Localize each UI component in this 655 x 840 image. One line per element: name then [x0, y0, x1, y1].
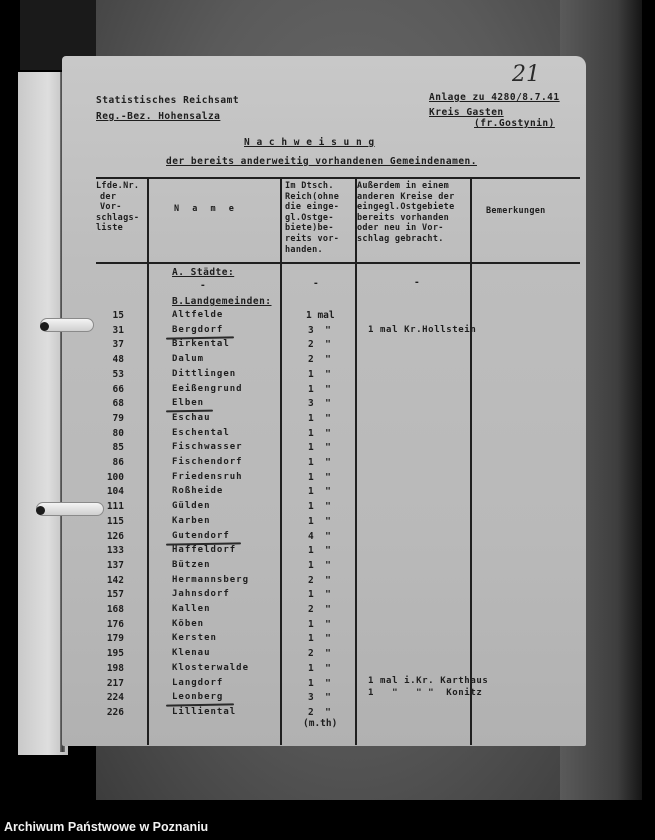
- reference-line-1: Anlage zu 4280/8.7.41: [429, 92, 560, 103]
- reich-count: 1 ": [308, 515, 331, 527]
- reich-count: 1 ": [308, 471, 331, 483]
- column-header-nr: [96, 181, 139, 234]
- archive-label: Archiwum Państwowe w Poznaniu: [4, 820, 209, 834]
- header-line: biete)be-: [285, 223, 334, 234]
- row-number: 48: [112, 354, 124, 366]
- column-header-remarks: Bemerkungen: [486, 206, 546, 216]
- reich-count: 3 ": [308, 324, 331, 336]
- row-number: 179: [106, 633, 124, 645]
- header-line: gl.Ostge-: [285, 212, 334, 223]
- row-number: 66: [112, 383, 124, 395]
- place-name: Lilliental: [172, 706, 237, 717]
- row-number: 176: [106, 618, 124, 630]
- place-name: Friedensruh: [172, 471, 243, 482]
- row-number: 80: [112, 427, 124, 439]
- header-line: schlags-: [96, 212, 140, 223]
- place-name: Dittlingen: [172, 368, 237, 379]
- reich-count: 1 ": [308, 486, 331, 498]
- reich-count: 1 mal: [306, 310, 335, 321]
- place-name: Eeißengrund: [172, 383, 243, 394]
- place-name: Köben: [172, 618, 205, 629]
- place-name: Kallen: [172, 604, 211, 614]
- row-number: 195: [106, 648, 124, 660]
- reference-line-2: Kreis Gasten: [429, 107, 504, 118]
- row-number: 157: [106, 589, 124, 601]
- header-line: handen.: [285, 244, 323, 255]
- reich-count: 1 ": [308, 368, 331, 380]
- place-name: Fischendorf: [172, 457, 243, 467]
- row-number: 198: [106, 662, 124, 674]
- reich-count: 2 ": [308, 648, 331, 660]
- row-number: 142: [106, 574, 124, 586]
- place-name: Eschau: [172, 412, 211, 423]
- place-name: Klenau: [172, 648, 211, 659]
- table-top-border: [96, 177, 580, 179]
- reich-count: 3 ": [308, 398, 331, 410]
- header-line: reits vor-: [285, 233, 340, 244]
- row-number: 104: [106, 486, 124, 498]
- row-number: 168: [106, 604, 124, 615]
- header-line: der: [100, 191, 117, 202]
- row-number: 224: [106, 692, 124, 704]
- section-a-label: A. Städte:: [172, 267, 235, 278]
- reich-count: 2 ": [308, 339, 331, 351]
- reich-count: 1 ": [308, 559, 331, 571]
- reich-count: 1 ": [308, 677, 331, 689]
- column-header-other-district: [357, 181, 455, 245]
- reich-count: 2 ": [308, 604, 331, 615]
- place-name: Kersten: [172, 633, 217, 644]
- header-line: Im Dtsch.: [285, 181, 334, 191]
- place-name: Dalum: [172, 354, 205, 365]
- place-name: Fischwasser: [172, 442, 243, 453]
- place-name: Birkental: [172, 339, 230, 350]
- place-name: Bützen: [172, 559, 211, 570]
- place-name: Bergdorf: [172, 324, 224, 335]
- reich-count: 1 ": [308, 501, 331, 513]
- other-district-note: 1 " " " Konitz: [368, 688, 483, 699]
- place-name: Gutendorf: [172, 530, 230, 541]
- place-name: Elben: [172, 398, 205, 409]
- handwritten-page-number: 21: [512, 62, 540, 87]
- row-number: 100: [106, 471, 124, 483]
- header-line: oder neu in Vor-: [357, 223, 444, 234]
- column-divider-3: [355, 177, 357, 745]
- section-a-count-dash: -: [313, 278, 320, 289]
- place-name: Haffeldorf: [172, 545, 237, 556]
- row-number: 137: [106, 559, 124, 571]
- row-number: 15: [112, 310, 124, 321]
- table-header-bottom-border: [96, 262, 580, 264]
- reich-count: 1 ": [308, 589, 331, 601]
- place-name: Karben: [172, 515, 211, 526]
- row-number: 217: [106, 677, 124, 689]
- reich-count: 1 ": [308, 412, 331, 424]
- header-line: eingegl.Ostgebiete: [357, 202, 455, 213]
- place-name: Jahnsdorf: [172, 589, 230, 600]
- last-row-count-note: (m.th): [303, 717, 338, 729]
- reich-count: 2 ": [308, 574, 331, 586]
- reich-count: 2 ": [308, 706, 331, 718]
- place-name: Langdorf: [172, 677, 224, 688]
- section-a-name-dash: -: [200, 280, 207, 291]
- header-line: Reich(ohne: [285, 191, 340, 202]
- header-line: anderen Kreise der: [357, 191, 455, 202]
- reich-count: 1 ": [308, 545, 331, 557]
- column-divider-2: [280, 177, 282, 745]
- row-number: 226: [106, 706, 124, 718]
- binder-ring-bottom: [36, 502, 104, 516]
- place-name: Altfelde: [172, 310, 224, 320]
- footer-bar: [0, 800, 655, 840]
- row-number: 85: [112, 442, 124, 454]
- place-name: Leonberg: [172, 692, 224, 703]
- row-number: 111: [106, 501, 124, 513]
- reich-count: 1 ": [308, 427, 331, 439]
- section-a-other-dash: -: [414, 277, 421, 288]
- row-number: 79: [112, 412, 124, 424]
- reich-count: 1 ": [308, 383, 331, 395]
- reich-count: 1 ": [308, 618, 331, 630]
- row-number: 31: [112, 324, 124, 336]
- row-number: 68: [112, 398, 124, 410]
- binder-hole-bottom: [36, 506, 45, 515]
- row-number: 126: [106, 530, 124, 542]
- place-name: Hermannsberg: [172, 574, 250, 585]
- row-number: 133: [106, 545, 124, 557]
- reich-count: 1 ": [308, 662, 331, 674]
- row-number: 86: [112, 457, 124, 468]
- header-line: Lfde.Nr.: [96, 181, 140, 191]
- column-divider-4: [470, 177, 472, 745]
- column-header-name: N a m e: [174, 204, 238, 214]
- reich-count: 1 ": [308, 457, 331, 468]
- header-line: bereits vorhanden: [357, 212, 450, 223]
- section-b-label: B.Landgemeinden:: [172, 296, 272, 307]
- reich-count: 2 ": [308, 354, 331, 366]
- reich-count: 1 ": [308, 633, 331, 645]
- reich-count: 3 ": [308, 692, 331, 704]
- row-number: 37: [112, 339, 124, 351]
- header-line: schlag gebracht.: [357, 233, 444, 244]
- reference-line-3: (fr.Gostynin): [474, 118, 555, 129]
- place-name: Eschental: [172, 427, 230, 438]
- other-district-note: 1 mal Kr.Hollstein: [368, 324, 477, 335]
- reich-count: 1 ": [308, 442, 331, 454]
- issuer-line-1: Statistisches Reichsamt: [96, 95, 240, 106]
- row-number: 53: [112, 368, 124, 380]
- header-line: die einge-: [285, 202, 340, 213]
- issuer-line-2: Reg.-Bez. Hohensalza: [96, 111, 221, 122]
- other-district-note: 1 mal i.Kr. Karthaus: [368, 675, 489, 686]
- binder-hole-top: [40, 322, 49, 331]
- row-number: 115: [106, 515, 124, 527]
- reich-count: 4 ": [308, 530, 331, 542]
- document-subtitle: der bereits anderweitig vorhandenen Gemeindenamen.: [166, 156, 477, 167]
- column-divider-1: [147, 177, 149, 745]
- header-line: Außerdem in einem: [357, 181, 450, 191]
- place-name: Gülden: [172, 501, 211, 512]
- place-name: Roßheide: [172, 486, 224, 497]
- header-line: Vor-: [100, 202, 122, 213]
- place-name: Klosterwalde: [172, 662, 250, 673]
- document-title: N a c h w e i s u n g: [244, 137, 375, 148]
- column-header-reich: [285, 181, 339, 255]
- header-line: liste: [96, 223, 124, 234]
